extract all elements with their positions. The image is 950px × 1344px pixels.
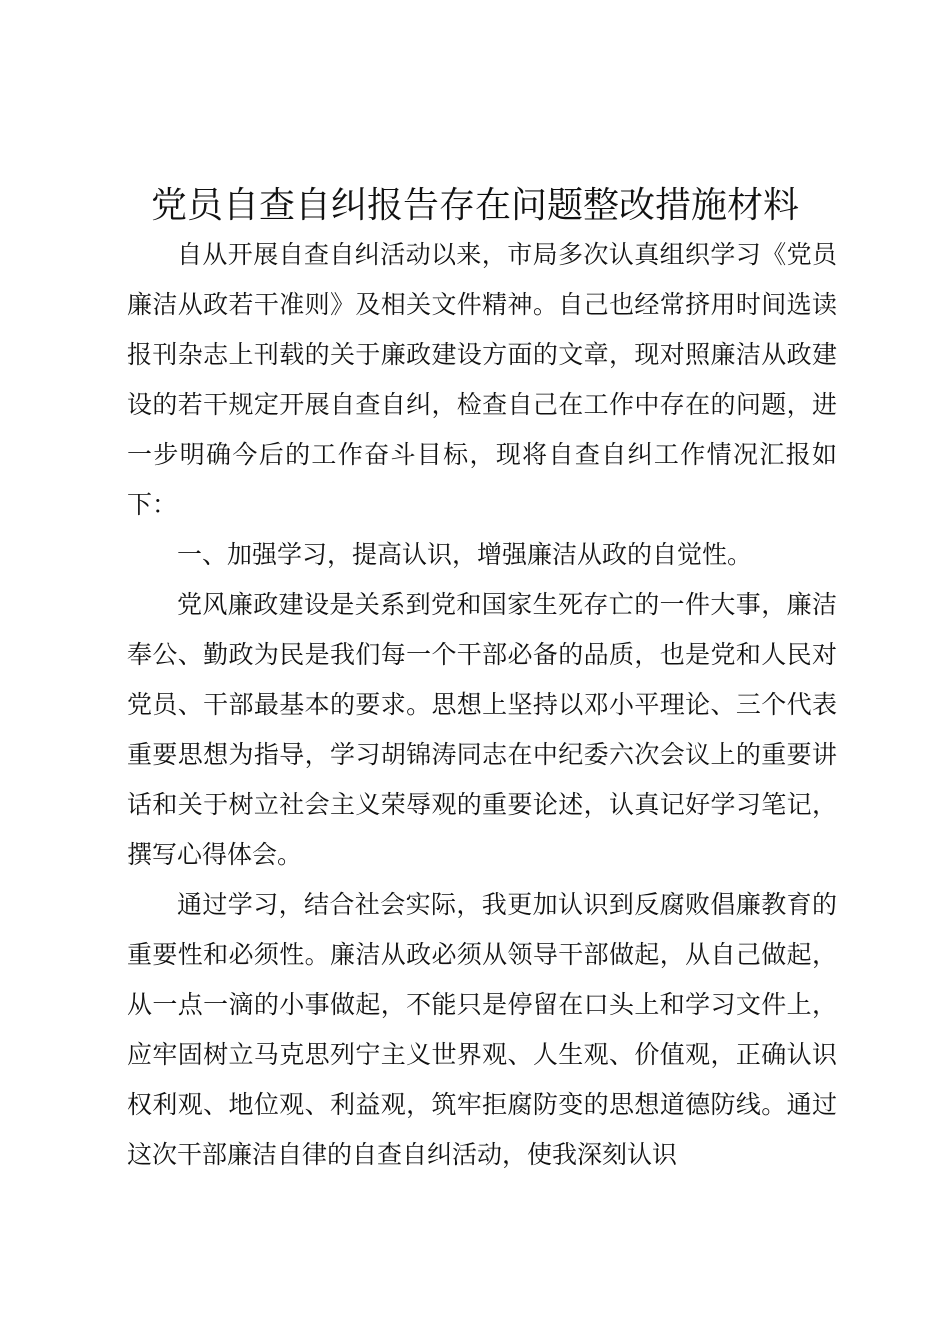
document-body — [127, 230, 837, 1180]
paragraph-learning-reflection: 通过学习，结合社会实际，我更加认识到反腐败倡廉教育的重要性和必须性。廉洁从政必须从领导干部做起，从自己做起，从一点一滴的小事做起，不能只是停留在口头上和学习文件上，应牢固树立马克思列宁主义世界观、人生观、价值观，正确认识权利观、地位观、利益观，筑牢拒腐防变的思想道德防线。通过这次干部廉洁自律的自查自纠活动，使我深刻认识 — [127, 890, 837, 1169]
paragraph-intro: 自从开展自查自纠活动以来，市局多次认真组织学习《党员廉洁从政若干准则》及相关文件精神。自己也经常挤用时间选读报刊杂志上刊载的关于廉政建设方面的文章，现对照廉洁从政建设的若干规定开展自查自纠，检查自己在工作中存在的问题，进一步明确今后的工作奋斗目标，现将自查自纠工作情况汇报如下： — [127, 240, 837, 519]
document-title: 党员自查自纠报告存在问题整改措施材料 — [150, 185, 799, 226]
paragraph-section-heading: 一、加强学习，提高认识，增强廉洁从政的自觉性。 — [177, 540, 753, 569]
paragraph-party-conduct: 党风廉政建设是关系到党和国家生死存亡的一件大事，廉洁奉公、勤政为民是我们每一个干部必备的品质，也是党和人民对党员、干部最基本的要求。思想上坚持以邓小平理论、三个代表重要思想为指导，学习胡锦涛同志在中纪委六次会议上的重要讲话和关于树立社会主义荣辱观的重要论述，认真记好学习笔记，撰写心得体会。 — [127, 590, 837, 869]
